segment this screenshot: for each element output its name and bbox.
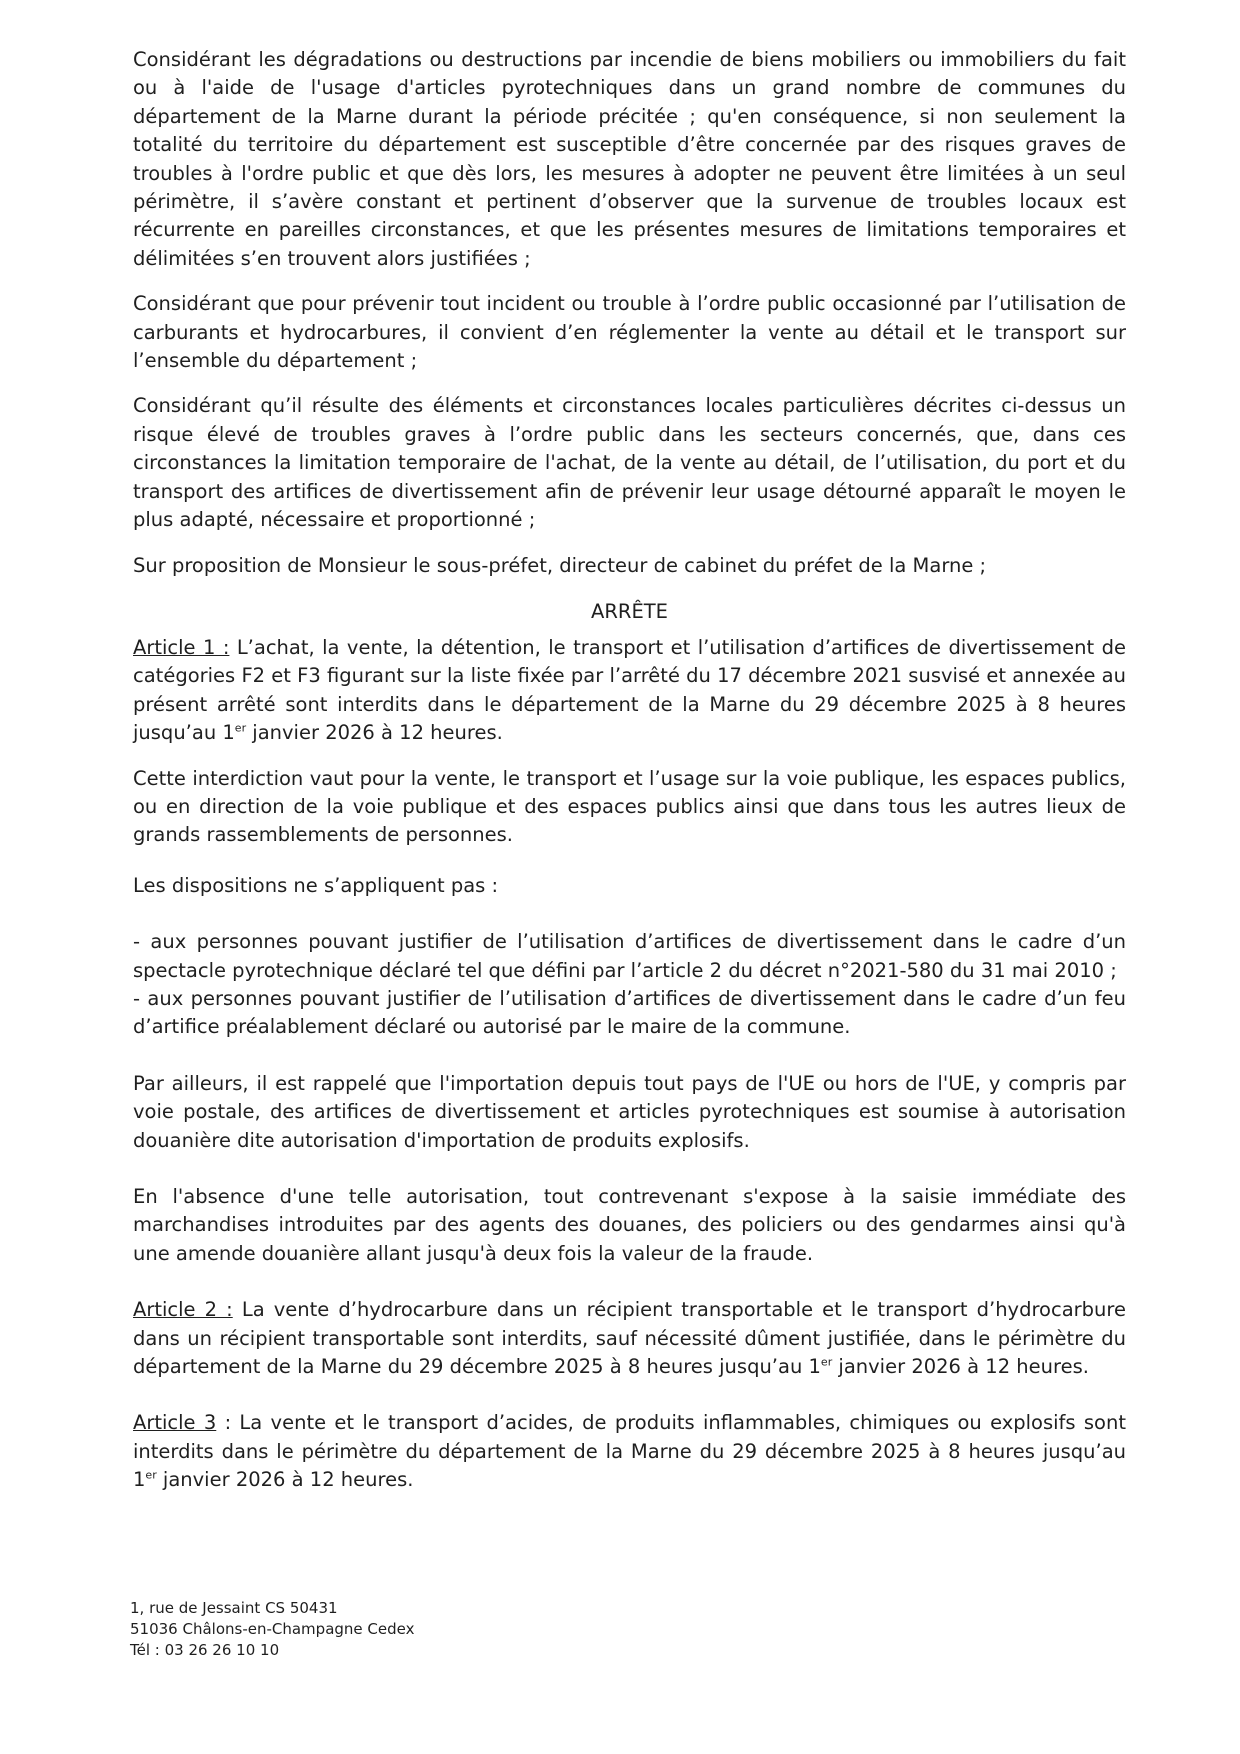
paragraph-considerant-risque: Considérant qu’il résulte des éléments et circonstances locales particulières décrites ci-dessus un risque élevé de troubles graves à l’ordre public dans les secteurs concernés, que, dans ces circonstances la limitation temporaire de l'achat, de la vente au détail, de l’utilisation, du port et du transport des artifices de divertissement afin de prévenir leur usage détourné apparaît le moyen le plus adapté, nécessaire et proportionné ; xyxy=(133,394,1126,532)
article-1 xyxy=(133,634,1126,748)
article-2-sup: er xyxy=(820,1355,833,1369)
article-1-sup: er xyxy=(234,721,247,735)
article-1-penalty-note: En l'absence d'une telle autorisation, tout contrevenant s'expose à la saisie immédiate des marchandises introduites par des agents des douanes, des policiers ou des gendarmes ainsi qu'à une amende douanière allant jusqu'à deux fois la valeur de la fraude. xyxy=(133,1185,1126,1265)
footer-address-line2: 51036 Châlons-en-Champagne Cedex xyxy=(130,1620,415,1638)
document-body xyxy=(133,46,1126,1495)
article-1-label: Article 1 : xyxy=(133,635,230,659)
article-2 xyxy=(133,1296,1126,1381)
footer-address xyxy=(130,1598,414,1661)
article-3-text: : La vente et le transport d’acides, de produits inflammables, chimiques ou explosifs sont interdits dans le périmètre du département de la Marne du 29 décembre 2025 à 8 heures jusqu’au 1 xyxy=(133,1411,1126,1492)
article-2-label: Article 2 : xyxy=(133,1298,233,1322)
article-1-exception-feu: - aux personnes pouvant justifier de l’utilisation d’artifices de divertissement dans le cadre d’un feu d’artifice préalablement déclaré ou autorisé par le maire de la commune. xyxy=(133,986,1126,1039)
paragraph-considerant-degradations: Considérant les dégradations ou destructions par incendie de biens mobiliers ou immobiliers du fait ou à l'aide de l'usage d'articles pyrotechniques dans un grand nombre de communes du département de la Marne durant la période précitée ; qu'en conséquence, si non seulement la totalité du territoire du département est susceptible d’être concernée par des risques graves de troubles à l'ordre public et que dès lors, les mesures à adopter ne peuvent être limitées à un seul périmètre, il s’avère constant et pertinent d’observer que la survenue de troubles locaux est récurrente en pareilles circonstances, et que les présentes mesures de limitations temporaires et délimitées s’en trouvent alors justifiées ; xyxy=(133,48,1126,270)
article-2-text: La vente d’hydrocarbure dans un récipient transportable et le transport d’hydrocarbure dans un récipient transportable sont interdits, sauf nécessité dûment justifiée, dans le périmètre du département de la Marne du 29 décembre 2025 à 8 heures jusqu’au 1 xyxy=(133,1298,1127,1379)
article-1-scope: Cette interdiction vaut pour la vente, le transport et l’usage sur la voie publique, les espaces publics, ou en direction de la voie publique et des espaces publics ainsi que dans tous les autres lieux de grands rassemblements de personnes. xyxy=(133,766,1126,847)
article-3-text-end: janvier 2026 à 12 heures. xyxy=(156,1468,414,1492)
article-1-exceptions-intro: Les dispositions ne s’appliquent pas : xyxy=(133,873,499,897)
decision-title: ARRÊTE xyxy=(591,599,668,623)
article-1-import-note: Par ailleurs, il est rappelé que l'importation depuis tout pays de l'UE ou hors de l'UE, y compris par voie postale, des artifices de divertissement et articles pyrotechniques est soumise à autorisation douanière dite autorisation d'importation de produits explosifs. xyxy=(133,1071,1126,1152)
article-3-label: Article 3 xyxy=(133,1411,217,1435)
article-1-text-end: janvier 2026 à 12 heures. xyxy=(246,721,503,745)
article-1-exception-spectacle: - aux personnes pouvant justifier de l’utilisation d’artifices de divertissement dans le cadre d’un spectacle pyrotechnique déclaré tel que défini par l’article 2 du décret n°2021-580 du 31 mai 2010 ; xyxy=(133,930,1126,982)
article-3-sup: er xyxy=(145,1468,157,1482)
footer-address-line1: 1, rue de Jessaint CS 50431 xyxy=(130,1599,338,1617)
article-1-text: L’achat, la vente, la détention, le transport et l’utilisation d’artifices de divertissement de catégories F2 et F3 figurant sur la liste fixée par l’arrêté du 17 décembre 2021 susvisé et annexée au présent arrêté sont interdits dans le département de la Marne du 29 décembre 2025 à 8 heures jusqu’au 1 xyxy=(133,635,1126,745)
paragraph-sur-proposition: Sur proposition de Monsieur le sous-préfet, directeur de cabinet du préfet de la Marne ; xyxy=(133,553,987,577)
paragraph-considerant-carburants: Considérant que pour prévenir tout incident ou trouble à l’ordre public occasionné par l’utilisation de carburants et hydrocarbures, il convient d’en réglementer la vente au détail et le transport sur l’ensemble du département ; xyxy=(133,292,1126,373)
article-3 xyxy=(133,1409,1126,1494)
article-2-text-end: janvier 2026 à 12 heures. xyxy=(832,1355,1089,1379)
footer-phone: Tél : 03 26 26 10 10 xyxy=(130,1641,280,1659)
